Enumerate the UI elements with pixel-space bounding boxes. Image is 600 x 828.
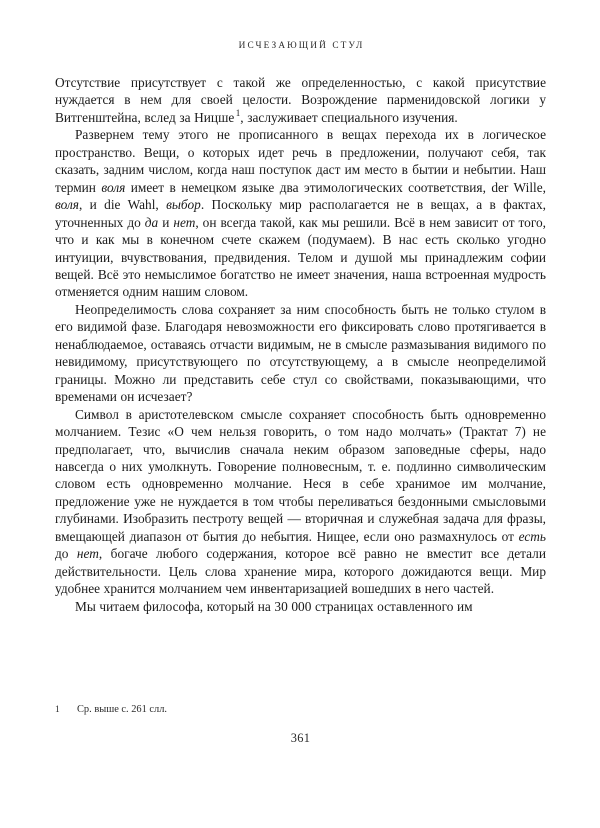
emphasized-term: нет	[76, 546, 99, 562]
running-head: ИСЧЕЗАЮЩИЙ СТУЛ	[238, 41, 365, 51]
body-text-run: и	[158, 214, 174, 230]
footnote-text: Ср. выше с. 261 слл.	[77, 704, 167, 715]
body-text-run: , заслуживает специального изучения.	[240, 109, 458, 125]
footnote-number[interactable]: 1	[55, 705, 60, 715]
emphasized-term: воля	[55, 197, 79, 213]
body-paragraph	[55, 406, 546, 598]
body-paragraph	[55, 598, 546, 615]
body-paragraph	[55, 74, 546, 126]
emphasized-term: да	[144, 214, 159, 230]
emphasized-term: выбор	[166, 197, 201, 213]
footnote-area	[55, 703, 546, 717]
body-text-run: Неопределимость слова сохраняет за ним способность быть не только стулом в его видимой фазе. Благодаря невозможности его фиксировать слово протягивается в ненаблюдаемое, оставаясь отчасти видимым, не в смысле размазывания видимого по невидимому, присутствующего по отсутствующему, а в смысле неопределимой границы. Можно ли представить себе стул со свойствами, показывающими, что временами он исчезает?	[55, 301, 546, 405]
body-text-run: имеет в немецком языке два этимологических соответствия, der Wille,	[125, 179, 546, 195]
body-text-run: Символ в аристотелевском смысле сохраняет способность быть одновременно молчанием. Тезис «О чем нельзя говорить, о том надо молчать» (Трактат 7) не предполагает, что, вычислив сначала неким образом заповедные сферы, надо навсегда о них умолкнуть. Говорение полновесным, т. е. подлинно символическим словом есть одновременно молчание. Неся в себе хранимое им молчание, предложение уже не нуждается в том чтобы переливаться бездонными смысловыми глубинами. Изобразить пестроту вещей — вторичная и служебная задача для фразы, вмещающей диапазон от бытия до небытия. Нищее, если оно размахнулось от	[55, 406, 546, 544]
emphasized-term: есть	[518, 528, 546, 544]
body-text-run: , богаче любого содержания, которое всё равно не вместит все детали действительности. Цель слова хранение мира, которого дожидаются вещи. Мир удобнее хранится молчанием чем инвентаризацией вошедших в него частей.	[55, 546, 546, 597]
body-paragraph	[55, 126, 546, 301]
emphasized-term: нет	[173, 214, 196, 230]
body-paragraph	[55, 301, 546, 406]
body-text-run: Развернем тему этого не прописанного в вещах перехода их в логическое пространство. Вещи, о которых идет речь в предложении, получают себя, так сказать, задним числом, когда наш поступок даст им место в бытии и небытии. Наш термин	[55, 127, 546, 195]
emphasized-term: воля	[101, 179, 126, 195]
page-number: 361	[290, 731, 311, 745]
body-text-run: , он всегда такой, как мы решили. Всё в нем зависит от того, что и как мы в конечном счете скажем (подумаем). В нас есть сколько угодно интуиции, вчувствования, предвидения. Телом и душой мы принадлежим софии вещей. Всё это немыслимое богатство не имеет значения, наша встроенная мудрость отменяется одним нашим словом.	[55, 214, 547, 300]
footnote-reference[interactable]: 1	[235, 108, 241, 119]
body-text-run: Мы читаем философа, который на 30 000 страницах оставленного им	[75, 598, 473, 614]
footnote-item	[55, 703, 546, 717]
body-text-run: до	[55, 546, 77, 562]
body-text-run: Отсутствие присутствует с такой же определенностью, с какой присутствие нуждается в нем для своей целости. Возрождение парменидовской логики у Витгенштейна, вслед за Ницше	[55, 75, 546, 125]
body-text-run: . Поскольку мир располагается не в вещах, а в фактах, уточненных до	[55, 197, 546, 230]
body-text-block	[55, 74, 546, 615]
body-text-run: , и die Wahl,	[78, 197, 167, 213]
